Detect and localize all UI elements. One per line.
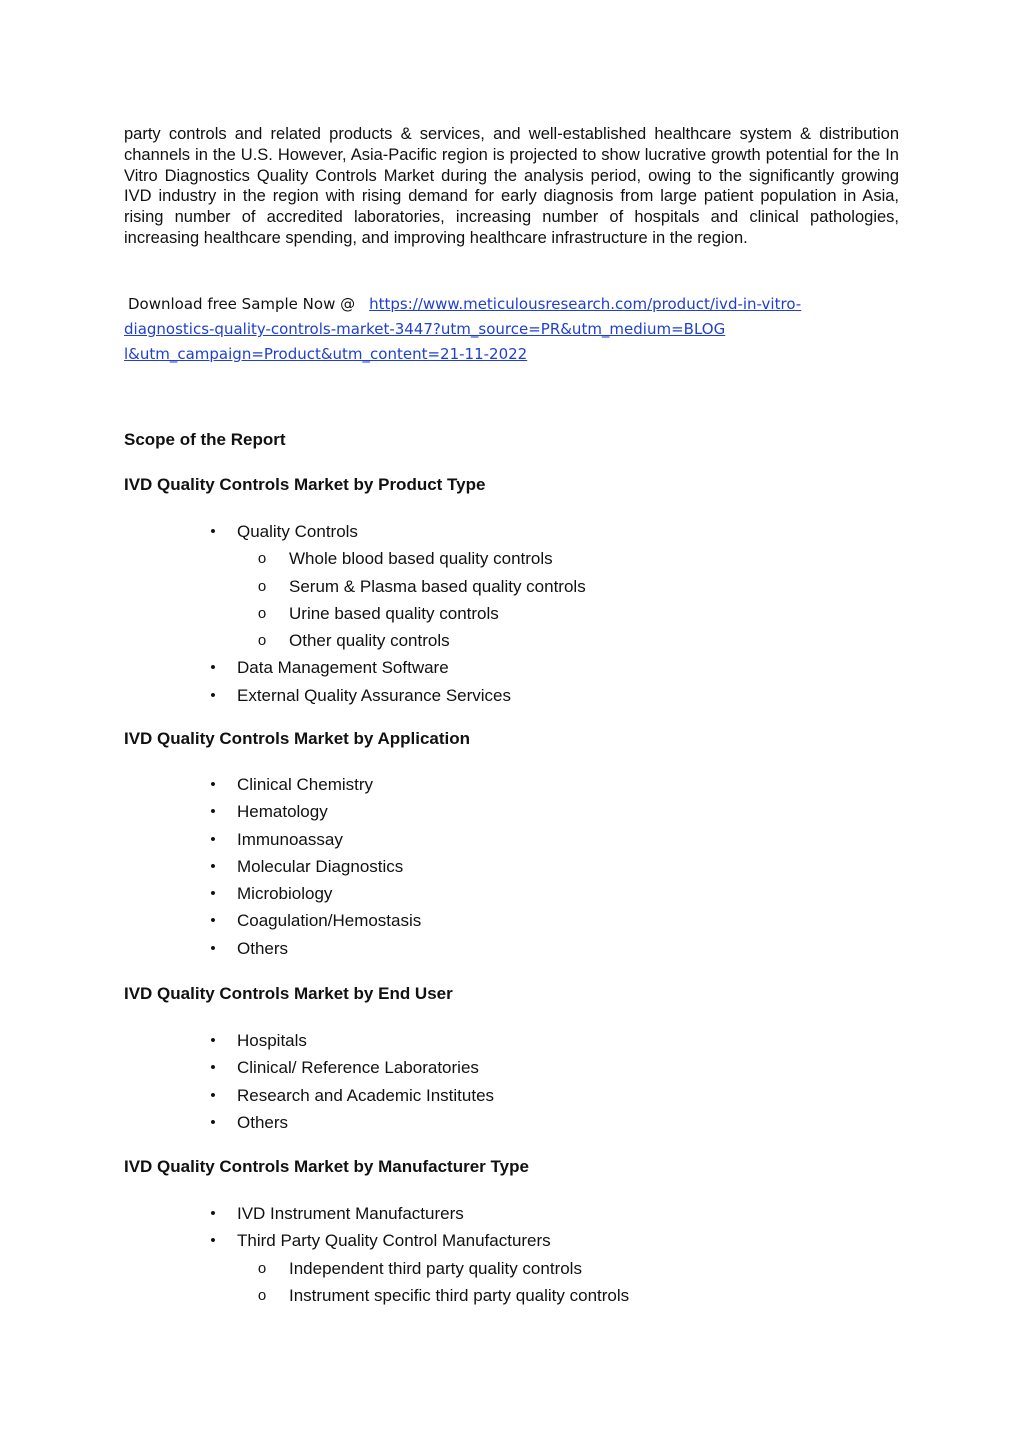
manufacturer-type-list — [0, 1200, 629, 1309]
bullet-icon: • — [210, 857, 216, 875]
product-type-list — [0, 518, 586, 709]
end-user-heading: IVD Quality Controls Market by End User — [124, 984, 453, 1003]
list-item: • Immunoassay — [0, 826, 421, 853]
application-heading: IVD Quality Controls Market by Application — [124, 729, 471, 748]
list-item: o Other quality controls — [0, 627, 586, 654]
list-item: o Urine based quality controls — [0, 600, 586, 627]
sub-bullet-icon: o — [257, 577, 267, 595]
bullet-icon: • — [210, 1232, 216, 1250]
list-item: • Quality Controls — [0, 518, 586, 545]
bullet-icon: • — [210, 1113, 216, 1131]
list-item: • Data Management Software — [0, 654, 586, 681]
list-item: o Whole blood based quality controls — [0, 545, 586, 572]
bullet-icon: • — [210, 885, 216, 903]
list-item: • Others — [0, 1109, 494, 1136]
bullet-icon: • — [210, 1086, 216, 1104]
bullet-icon: • — [210, 776, 216, 793]
sub-bullet-icon: o — [257, 1286, 267, 1304]
bullet-icon: • — [210, 803, 216, 821]
scope-heading: Scope of the Report — [124, 430, 286, 449]
list-item: • Others — [0, 935, 421, 962]
sample-link-line-2: diagnostics-quality-controls-market-3447?utm_source=PR&utm_medium=BLOG — [124, 320, 726, 338]
list-item: • Clinical Chemistry — [0, 771, 421, 798]
intro-paragraph: party controls and related products & services, and well-established healthcare system & distribution channels in the U.S. However, Asia-Pacific region is projected to show lucrative growth potential for the In Vitro Diagnostics Quality Controls Market during the analysis period, owing to the significantly growing IVD industry in the region with rising demand for early diagnosis from large patient population in Asia, rising number of accredited laboratories, increasing number of hospitals and clinical pathologies, increasing healthcare spending, and improving healthcare infrastructure in the region. — [124, 125, 899, 247]
product-type-heading: IVD Quality Controls Market by Product Type — [124, 475, 486, 494]
bullet-icon: • — [210, 659, 216, 677]
list-item: • Molecular Diagnostics — [0, 853, 421, 880]
bullet-icon: • — [210, 686, 216, 704]
list-item: • Hematology — [0, 798, 421, 825]
list-item: o Instrument specific third party quality controls — [0, 1282, 629, 1309]
manufacturer-type-heading: IVD Quality Controls Market by Manufacturer Type — [124, 1157, 529, 1176]
list-item: • Hospitals — [0, 1027, 494, 1054]
list-item: • IVD Instrument Manufacturers — [0, 1200, 629, 1227]
list-item: • External Quality Assurance Services — [0, 682, 586, 709]
application-list — [0, 771, 421, 962]
bullet-icon: • — [210, 1059, 216, 1077]
list-item: • Microbiology — [0, 880, 421, 907]
sub-bullet-icon: o — [257, 632, 267, 650]
list-item: • Coagulation/Hemostasis — [0, 907, 421, 934]
list-item: • Clinical/ Reference Laboratories — [0, 1054, 494, 1081]
end-user-list — [0, 1027, 494, 1136]
sample-link-line-1: https://www.meticulousresearch.com/product/ivd-in-vitro- — [369, 295, 802, 313]
bullet-icon: • — [210, 1032, 216, 1049]
bullet-icon: • — [210, 523, 216, 540]
download-sample-label: Download free Sample Now @ — [128, 295, 356, 313]
sub-bullet-icon: o — [257, 604, 267, 622]
list-item: o Independent third party quality controls — [0, 1255, 629, 1282]
bullet-icon: • — [210, 912, 216, 930]
bullet-icon: • — [210, 1205, 216, 1222]
list-item: o Serum & Plasma based quality controls — [0, 573, 586, 600]
download-sample-block — [124, 292, 904, 367]
list-item: • Third Party Quality Control Manufacturers — [0, 1227, 629, 1254]
sub-bullet-icon: o — [257, 1259, 267, 1277]
bullet-icon: • — [210, 939, 216, 957]
sample-link-line-3: l&utm_campaign=Product&utm_content=21-11-2022 — [124, 345, 528, 363]
sub-bullet-icon: o — [257, 550, 267, 568]
list-item: • Research and Academic Institutes — [0, 1082, 494, 1109]
bullet-icon: • — [210, 830, 216, 848]
